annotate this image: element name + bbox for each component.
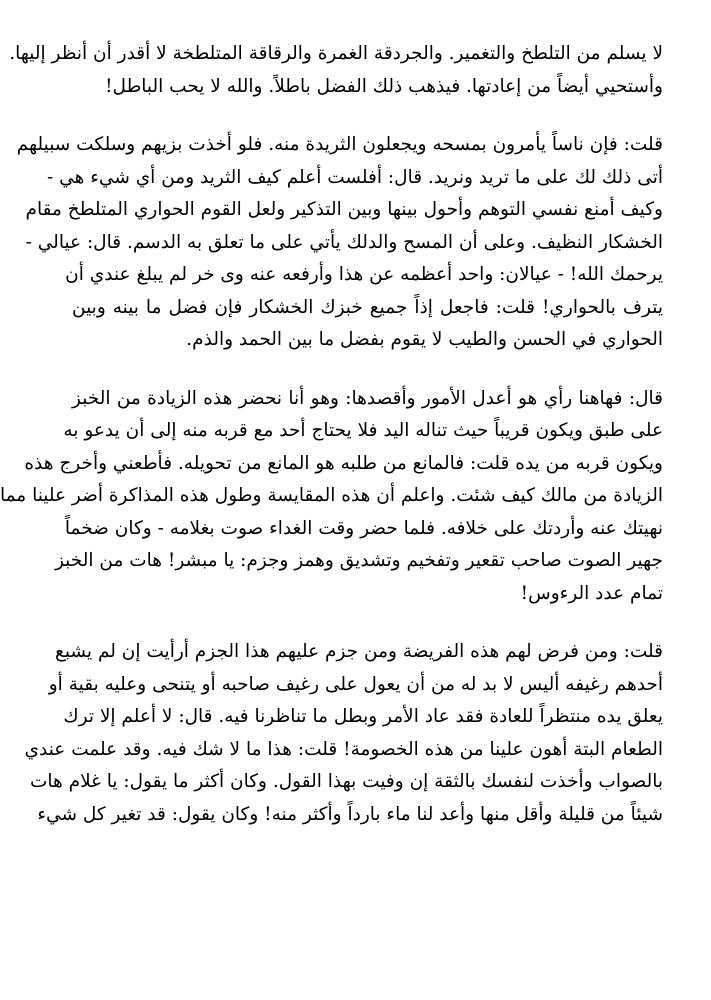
text-line: يرحمك الله! - عيالان: واحد أعظمه عن هذا وأرفعه عنه وى خر لم يبلغ عندي أن	[65, 264, 663, 285]
paragraph-4	[24, 636, 663, 831]
text-line: لا يسلم من التلطخ والتغمير. والجردقة الغمرة والرقاقة المتلطخة لا أقدر أن أنظر إليها.	[9, 43, 663, 64]
text-line: أتى ذلك لك على ما تريد ونريد. قال: أفلست أعلم كيف الثريد ومن أي شيء هي -	[47, 166, 663, 188]
paragraph-2	[16, 129, 663, 357]
text-line: الخشكار النظيف. وعلى أن المسح والدلك يأتي على ما تعلق به الدسم. قال: عيالي -	[25, 231, 663, 253]
text-line: قال: فهاهنا رأي هو أعدل الأمور وأقصدها: وهو أنا نحضر هذه الزيادة من الخبز	[72, 387, 663, 409]
text-line: الحواري في الحسن والطيب لا يقوم بفضل ما بين الحمد والذم.	[186, 329, 663, 350]
text-line: بالصواب وأخذت لنفسك بالثقة إن وفيت بهذا القول. وكان أكثر ما يقول: يا غلام هات	[29, 771, 663, 792]
text-line: ويكون قربه من يده قلت: فالمانع من طلبه هو المانع من تحويله. فأطعني وأخرج هذه	[24, 452, 663, 474]
paragraph-gap	[72, 103, 663, 129]
text-line: يعلق يده منتظراً للعادة فقد عاد الأمر وبطل ما تناظرنا فيه. قال: لا أعلم إلا ترك	[63, 706, 663, 727]
text-line: الزيادة من مالك كيف شئت. واعلم أن هذه المقايسة وطول هذه المذاكرة أضر علينا مما	[0, 485, 663, 506]
text-line: قلت: ومن فرض لهم هذه الفريضة ومن جزم عليهم هذا الجزم أرأيت إن لم يشبع	[54, 641, 663, 662]
text-line: وأستحيي أيضاً من إعادتها. فيذهب ذلك الفضل باطلاً. والله لا يحب الباطل!	[105, 75, 663, 97]
paragraph-3	[0, 383, 663, 611]
text-line: تمام عدد الرءوس!	[520, 582, 663, 604]
text-line: وكيف أمنع نفسي التوهم وأحول بينها وبين التذكير ولعل القوم الحواري المتلطخ مقام	[25, 199, 663, 220]
text-line: الطعام البتة أهون علينا من هذه الخصومة! قلت: هذا ما لا شك فيه. وقد علمت عندي	[24, 738, 663, 760]
text-line: قلت: فإن ناساً يأمرون بمسحه ويجعلون الثريدة منه. فلو أخذت بزيهم وسلكت سبيلهم	[16, 134, 663, 155]
text-line: يترف بالحواري! قلت: فاجعل إذاً جميع خبزك الخشكار فإن فضل ما بينه وبين	[72, 296, 663, 318]
text-line: على طبق ويكون قريباً حيث تناله اليد فلا يحتاج أحد مع قربه منه إلى أن يدعو به	[63, 420, 663, 441]
text-line: جهير الصوت صاحب تقعير وتفخيم وتشديق وهمز وجزم: يا مبشر! هات من الخبز	[54, 550, 663, 571]
text-line: شيئاً من قليلة وأقل منها وأعد لنا ماء بارداً وأكثر منه! وكان يقول: قد تغير كل شيء	[37, 803, 663, 825]
paragraph-gap	[72, 357, 663, 383]
paragraph-gap	[72, 610, 663, 636]
text-line: نهيتك عنه وأردتك على خلافه. فلما حضر وقت الغداء صوت بغلامه - وكان ضخماً	[64, 517, 663, 539]
text-line: أحدهم رغيفه أليس لا بد له من أن يعول على رغيف صاحبه أو يتنحى وعليه بقية أو	[48, 673, 663, 695]
paragraph-1	[9, 38, 663, 103]
